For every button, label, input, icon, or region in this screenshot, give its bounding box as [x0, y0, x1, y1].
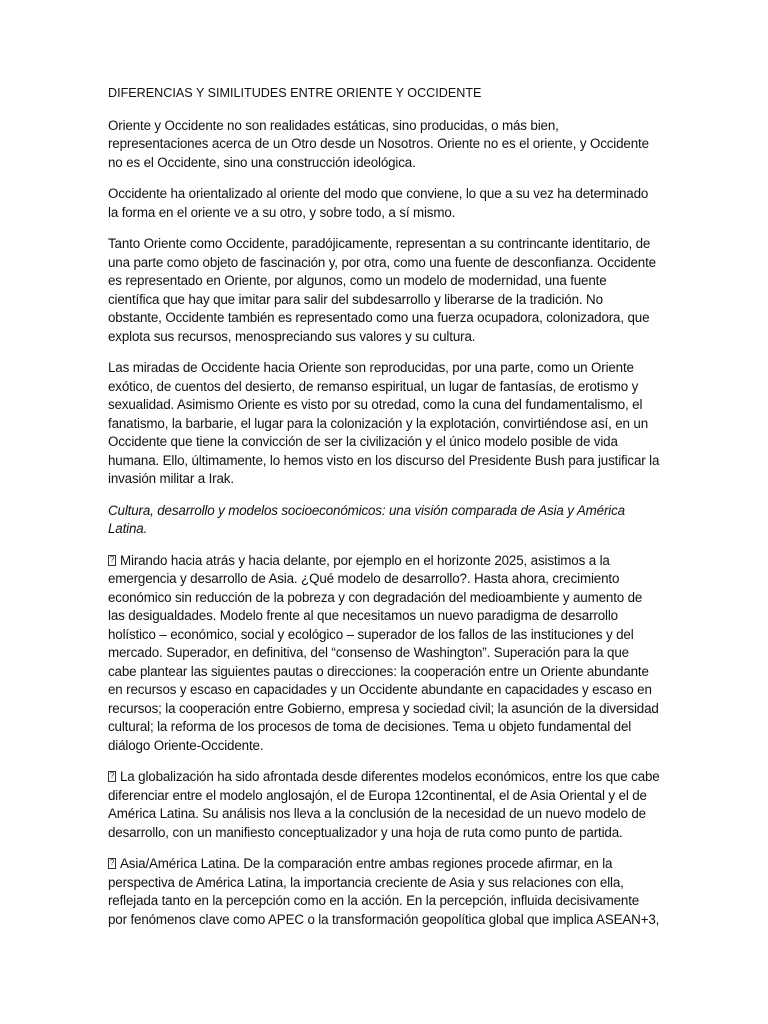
paragraph-3: Tanto Oriente como Occidente, paradójicamente, representan a su contrincante identitario, de una parte como objeto de fascinación y, por otra, como una fuente de desconfianza. Occidente es representado en Oriente, por algunos, como un modelo de modernidad, una fuente científica que hay que imitar para salir del subdesarrollo y liberarse de la tradición. No obstante, Occidente también es representado como una fuerza ocupadora, colonizadora, que explota sus recursos, menospreciando sus valores y su cultura. [108, 236, 656, 344]
bullet-text-2: La globalización ha sido afrontada desde diferentes modelos económicos, entre los que cabe diferenciar entre el modelo anglosajón, el de Europa 12continental, el de Asia Oriental y el de América Latina. Su análisis nos lleva a la conclusión de la necesidad de un nuevo modelo de desarrollo, con un manifiesto conceptualizador y una hoja de ruta como punto de partida. [108, 769, 660, 840]
paragraph-2: Occidente ha orientalizado al oriente del modo que conviene, lo que a su vez ha determinado la forma en el oriente ve a su otro, y sobre todo, a sí mismo. [108, 186, 649, 220]
document-page [108, 84, 660, 942]
document-title: DIFERENCIAS Y SIMILITUDES ENTRE ORIENTE Y OCCIDENTE [108, 86, 482, 100]
missing-glyph-bullet-icon [108, 771, 116, 782]
paragraph-1: Oriente y Occidente no son realidades estáticas, sino producidas, o más bien, representaciones acerca de un Otro desde un Nosotros. Oriente no es el oriente, y Occidente no es el Occidente, sino una construcción ideológica. [108, 117, 649, 170]
missing-glyph-bullet-icon [108, 858, 116, 869]
bullet-text-1: Mirando hacia atrás y hacia delante, por ejemplo en el horizonte 2025, asistimos a la emergencia y desarrollo de Asia. ¿Qué modelo de desarrollo?. Hasta ahora, crecimiento económico sin reducción de la pobreza y con degradación del medioambiente y aumento de las desigualdades. Modelo frente al que necesitamos un nuevo paradigma de desarrollo holístico – económico, social y ecológico – superador de los fallos de las instituciones y del mercado. Superador, en definitiva, del “consenso de Washington”. Superación para la que cabe plantear las siguientes pautas o direcciones: la cooperación entre un Oriente abundante en recursos y escaso en capacidades y un Occidente abundante en capacidades y escaso en recursos; la cooperación entre Gobierno, empresa y sociedad civil; la asunción de la diversidad cultural; la reforma de los procesos de toma de decisiones. Tema u objeto fundamental del diálogo Oriente-Occidente. [108, 552, 659, 753]
paragraph-4: Las miradas de Occidente hacia Oriente son reproducidas, por una parte, como un Oriente exótico, de cuentos del desierto, de remanso espiritual, un lugar de fantasías, de erotismo y sexualidad. Asimismo Oriente es visto por su otredad, como la cuna del fundamentalismo, el fanatismo, la barbarie, el lugar para la colonización y la explotación, convirtiéndose así, en un Occidente que tiene la convicción de ser la civilización y el único modelo posible de vida humana. Ello, últimamente, lo hemos visto en los discurso del Presidente Bush para justificar la invasión militar a Irak. [108, 360, 660, 486]
bullet-paragraph-3 [108, 855, 660, 929]
missing-glyph-bullet-icon [108, 555, 116, 566]
bullet-paragraph-2 [108, 768, 660, 842]
section-subtitle: Cultura, desarrollo y modelos socioeconómicos: una visión comparada de Asia y América Latina. [108, 502, 625, 536]
bullet-paragraph-1 [108, 552, 660, 756]
bullet-text-3: Asia/América Latina. De la comparación entre ambas regiones procede afirmar, en la perspectiva de América Latina, la importancia creciente de Asia y sus relaciones con ella, reflejada tanto en la percepción como en la acción. En la percepción, influida decisivamente por fenómenos clave como APEC o la transformación geopolítica global que implica ASEAN+3, [108, 856, 660, 927]
